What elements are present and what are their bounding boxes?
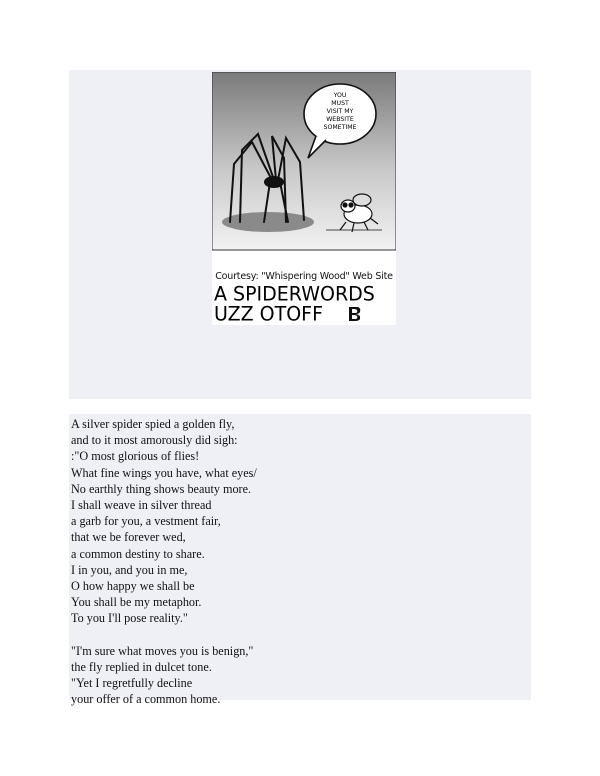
spider-cartoon [212,72,396,325]
spider-shadow [222,212,314,232]
poem-line: What fine wings you have, what eyes/ [71,465,257,480]
bubble-line-2: MUST [331,100,349,107]
logo-line-1: A SPIDERWORDS [214,282,375,306]
poem-line: and to it most amorously did sigh: [71,433,238,448]
poem-line: To you I'll pose reality." [71,611,188,626]
stanza-break [71,626,511,642]
bubble-line-1: YOU [333,92,347,99]
bubble-line-3: VISIT MY [326,108,354,115]
poem-line: "Yet I regretfully decline [71,676,193,690]
poem-text [71,416,511,707]
poem-line: the fly replied in dulcet tone. [71,659,212,674]
poem-line: I in you, and you in me, [71,562,188,577]
poem-line: O how happy we shall be [71,578,195,593]
poem-line: a garb for you, a vestment fair, [71,514,221,529]
gothic-initial-icon [348,306,362,322]
logo-line-2: UZZ OTOFF [214,302,324,326]
bubble-line-5: SOMETIME [323,124,357,131]
poem-line: I shall weave in silver thread [71,497,212,512]
poem-line: :"O most glorious of flies! [71,449,200,464]
poem-line: a common destiny to share. [71,546,205,561]
poem-line: "I'm sure what moves you is benign," [71,643,254,658]
poem-line: No earthly thing shows beauty more. [71,481,252,496]
poem-line: A silver spider spied a golden fly, [71,417,235,431]
poem-line: your offer of a common home. [71,692,221,707]
bubble-line-4: WEBSITE [326,116,354,123]
poem-line: that we be forever wed, [71,530,186,545]
poem-line: You shall be my metaphor. [71,595,202,610]
cartoon-courtesy: Courtesy: "Whispering Wood" Web Site [215,271,393,282]
